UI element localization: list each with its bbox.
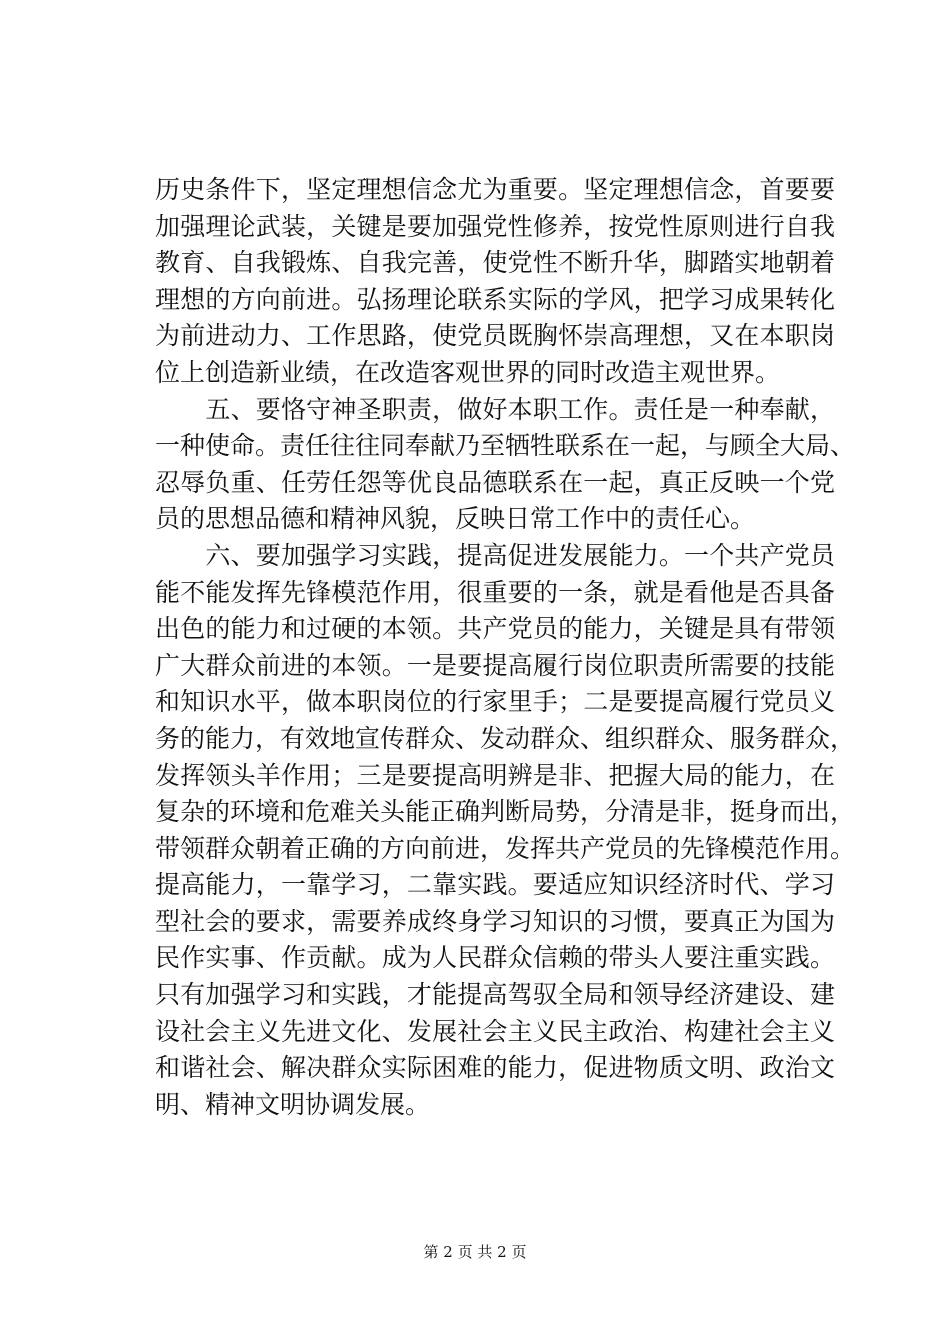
text-line: 加强理论武装，关键是要加强党性修养，按党性原则进行自我 [155,211,835,241]
text-line: 发挥领头羊作用；三是要提高明辨是非、把握大局的能力，在 [155,760,835,790]
text-line: 复杂的环境和危难关头能正确判断局势，分清是非，挺身而出， [155,797,856,827]
text-line: 历史条件下，坚定理想信念尤为重要。坚定理想信念，首要要 [155,175,835,204]
text-line: 能不能发挥先锋模范作用，很重要的一条，就是看他是否具备 [155,577,835,607]
text-line: 和谐社会、解决群众实际困难的能力，促进物质文明、政治文 [155,1053,835,1083]
text-line: 教育、自我锻炼、自我完善，使党性不断升华，脚踏实地朝着 [155,248,835,278]
text-line: 只有加强学习和实践，才能提高驾驭全局和领导经济建设、建 [155,980,835,1010]
body-text [155,172,856,1123]
text-line: 务的能力，有效地宣传群众、发动群众、组织群众、服务群众， [155,723,856,753]
text-line: 明、精神文明协调发展。 [155,1089,431,1119]
text-line: 提高能力，一靠学习，二靠实践。要适应知识经济时代、学习 [155,870,835,900]
text-line: 出色的能力和过硬的本领。共产党员的能力，关键是具有带领 [155,614,835,644]
text-line: 设社会主义先进文化、发展社会主义民主政治、构建社会主义 [155,1016,835,1046]
text-line: 一种使命。责任往往同奉献乃至牺牲联系在一起，与顾全大局、 [155,431,856,461]
text-line: 位上创造新业绩，在改造客观世界的同时改造主观世界。 [155,357,781,387]
text-line: 忍辱负重、任劳任怨等优良品德联系在一起，真正反映一个党 [155,467,835,497]
text-line: 和知识水平，做本职岗位的行家里手；二是要提高履行党员义 [155,687,835,717]
text-line: 五、要恪守神圣职责，做好本职工作。责任是一种奉献， [155,394,835,424]
text-line: 民作实事、作贡献。成为人民群众信赖的带头人要注重实践。 [155,943,835,973]
text-line: 员的思想品德和精神风貌，反映日常工作中的责任心。 [155,504,756,534]
text-line: 型社会的要求，需要养成终身学习知识的习惯，要真正为国为 [155,906,835,936]
text-line: 为前进动力、工作思路，使党员既胸怀崇高理想，又在本职岗 [155,321,835,351]
text-line: 广大群众前进的本领。一是要提高履行岗位职责所需要的技能 [155,650,835,680]
text-line: 带领群众朝着正确的方向前进，发挥共产党员的先锋模范作用。 [155,833,856,863]
text-line: 六、要加强学习实践，提高促进发展能力。一个共产党员 [155,540,835,570]
page-number-footer: 第 2 页 共 2 页 [423,1243,527,1261]
text-line: 理想的方向前进。弘扬理论联系实际的学风，把学习成果转化 [155,284,835,314]
